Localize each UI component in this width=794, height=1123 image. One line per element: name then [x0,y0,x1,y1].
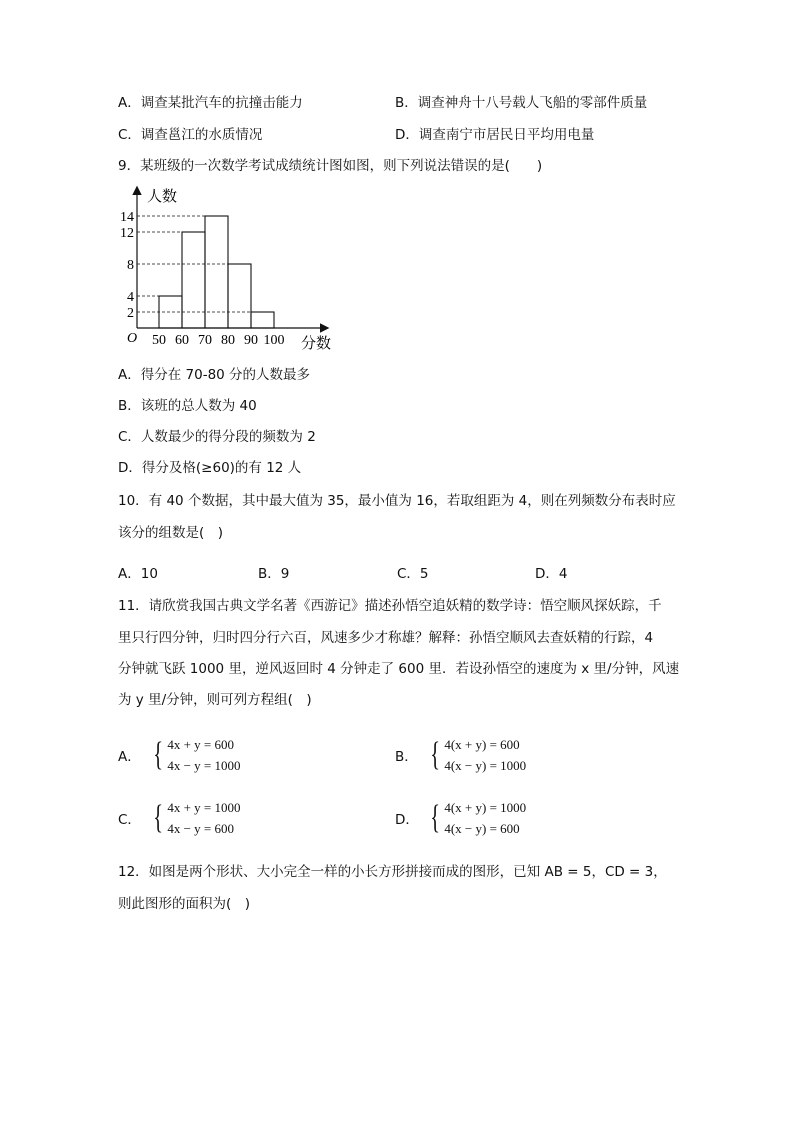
left-brace-icon: { [153,799,164,836]
y-tick-label: 2 [127,306,134,321]
q9-option-c: C．人数最少的得分段的频数为 2 [118,429,316,445]
q11-option-d-eq1: 4(x + y) = 1000 [444,800,527,815]
histogram-bar-90-100 [251,312,274,328]
x-tick-label: 70 [198,333,212,348]
q11-option-d-eq2: 4(x − y) = 600 [444,821,520,836]
q11-option-b [395,734,526,776]
histogram-bar-80-90 [228,264,251,328]
q11-option-c-eq2: 4x − y = 600 [167,821,234,836]
q11-line4: 为 y 里/分钟，则可列方程组( ) [118,692,312,708]
x-tick-label: 80 [221,333,235,348]
q8-option-a: A．调查某批汽车的抗撞击能力 [118,95,303,111]
q12-line1: 12．如图是两个形状、大小完全一样的小长方形拼接而成的图形，已知 AB = 5，CD = 3， [118,864,667,880]
x-tick-label: 90 [244,333,258,348]
q10-stem-line2: 该分的组数是( ) [118,525,224,541]
y-tick-label: 4 [127,290,134,305]
q11-option-a-label: A． [118,749,141,765]
y-tick-label: 8 [127,258,134,273]
q11-option-b-eq1: 4(x + y) = 600 [444,737,520,752]
q8-option-c: C．调查邕江的水质情况 [118,127,263,143]
origin-label: O [127,331,138,346]
q11-option-d-label: D． [395,812,419,828]
histogram-bar-60-70 [182,232,205,328]
q11-option-c-label: C． [118,812,141,828]
q10-option-b: B．9 [258,566,290,582]
x-tick-label: 60 [175,333,189,348]
q10-option-a: A．10 [118,566,158,582]
q11-option-a [118,734,241,776]
q11-line3: 分钟就飞跃 1000 里，逆风返回时 4 分钟走了 600 里．若设孙悟空的速度为 x 里/分钟，风速 [118,661,680,677]
q12-line2: 则此图形的面积为( ) [118,896,251,912]
q9-option-b: B．该班的总人数为 40 [118,398,257,414]
y-tick-label: 14 [120,210,134,225]
q11-option-c [118,797,241,839]
q10-stem-line1: 10．有 40 个数据，其中最大值为 35，最小值为 16，若取组距为 4，则在列频数分布表时应 [118,493,676,509]
x-tick-label: 100 [263,333,285,348]
q11-line2: 里只行四分钟，归时四分行六百，风速多少才称雄？解释：孙悟空顺风去查妖精的行踪，4 [118,630,654,646]
q11-option-c-eq1: 4x + y = 1000 [167,800,241,815]
q10-option-d: D．4 [535,566,568,582]
histogram-chart [115,184,345,354]
left-brace-icon: { [153,736,164,773]
q11-option-a-eq2: 4x − y = 1000 [167,758,241,773]
q11-option-a-eq1: 4x + y = 600 [167,737,234,752]
q11-line1: 11．请欣赏我国古典文学名著《西游记》描述孙悟空追妖精的数学诗：悟空顺风探妖踪，千 [118,598,662,614]
q10-option-c: C．5 [397,566,429,582]
q11-option-b-eq2: 4(x − y) = 1000 [444,758,527,773]
histogram-bar-70-80 [205,216,228,328]
q9-option-d: D．得分及格(≥60)的有 12 人 [118,460,302,476]
q8-option-d: D．调查南宁市居民日平均用电量 [395,127,595,143]
q9-option-a: A．得分在 70-80 分的人数最多 [118,367,311,383]
left-brace-icon: { [430,799,441,836]
x-axis-label: 分数 [301,336,332,352]
q9-stem: 9．某班级的一次数学考试成绩统计图如图，则下列说法错误的是( ) [118,158,543,174]
q11-option-b-label: B． [395,749,418,765]
x-tick-label: 50 [152,333,166,348]
q11-option-d [395,797,526,839]
y-axis-label: 人数 [147,189,178,205]
y-tick-label: 12 [120,226,134,241]
q8-option-b: B．调查神舟十八号载人飞船的零部件质量 [395,95,648,111]
left-brace-icon: { [430,736,441,773]
